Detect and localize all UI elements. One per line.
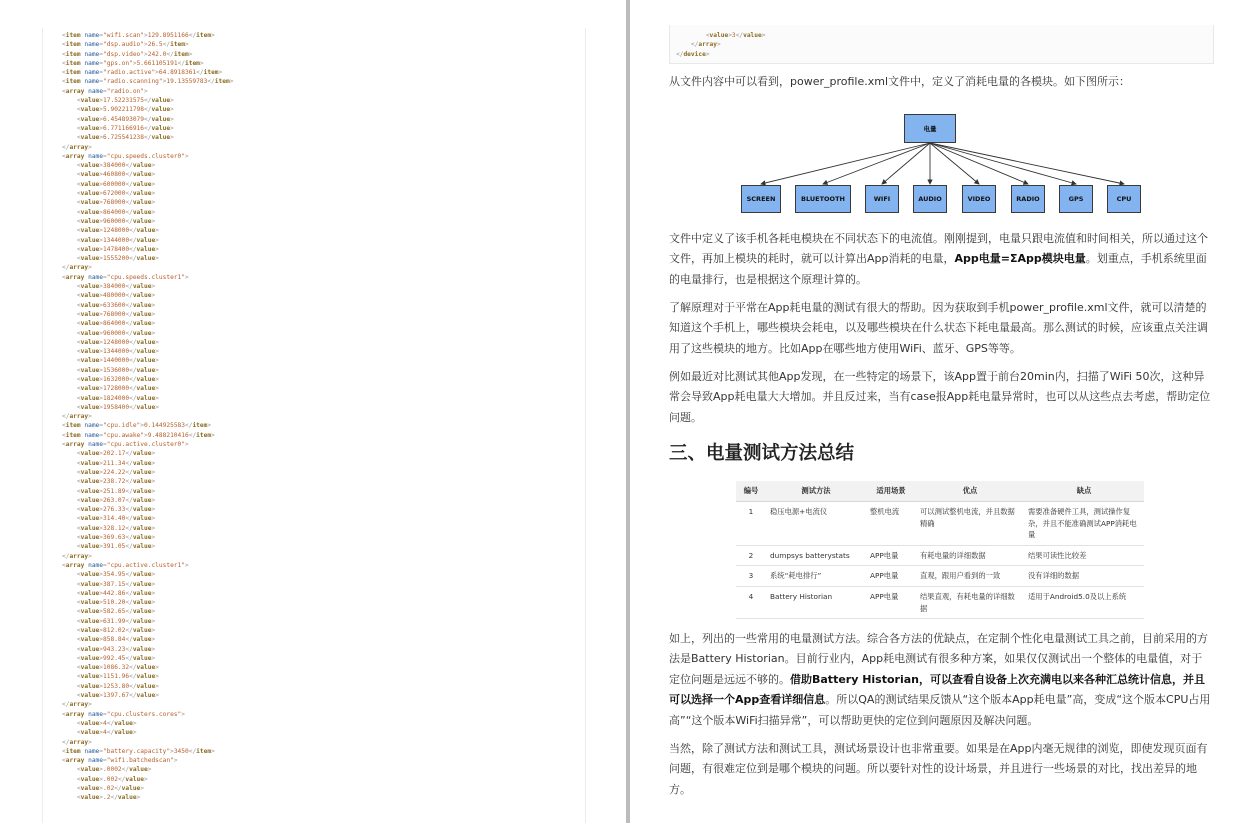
code-line: <value>1958400</value>	[76, 403, 159, 411]
code-line: <value>276.33</value>	[76, 506, 156, 514]
code-line: <item name="dsp.video">242.0</item>	[62, 50, 193, 58]
diagram-arrow-bluetooth	[823, 143, 930, 184]
code-block-tail-text	[676, 31, 765, 59]
paragraph-summary	[669, 629, 1213, 731]
table-cell: 结果可读性比较差	[1024, 545, 1144, 566]
table-cell: 适用于Android5.0及以上系统	[1024, 586, 1144, 618]
code-line: <value>328.12</value>	[76, 524, 156, 532]
code-line: <item name="cpu.idle">0.144925583</item>	[62, 422, 212, 430]
code-line: <array name="cpu.active.cluster0">	[62, 441, 189, 449]
table-row	[736, 566, 1144, 587]
code-line: <item name="dsp.audio">26.5</item>	[62, 41, 189, 49]
table-row	[736, 502, 1144, 546]
table-cell: 2	[736, 545, 766, 566]
table-cell: 系统“耗电排行”	[766, 566, 866, 587]
code-line: <item name="wifi.scan">129.8951166</item>	[62, 32, 215, 39]
table-cell: dumpsys batterystats	[766, 545, 866, 566]
paragraph-principle-text-a: 文件中定义了该手机各耗电模块在不同状态下的电流值。刚刚提到，电量只跟电流值和时间相关，所以通过这个文件，再加上模块的耗时，就可以计算出App消耗的电量，	[669, 232, 1208, 266]
table-cell: 稳压电源+电流仪	[766, 502, 866, 546]
code-line: <value>672000</value>	[76, 190, 156, 198]
code-line: <value>1086.32</value>	[76, 664, 159, 672]
code-line: <value>864000</value>	[76, 208, 156, 216]
code-line: <value>1824000</value>	[76, 394, 159, 402]
table-header-cell: 优点	[916, 481, 1024, 502]
code-line: <value>943.23</value>	[76, 645, 156, 653]
code-line: </array>	[690, 41, 721, 49]
code-line: <array name="cpu.active.cluster1">	[62, 561, 189, 569]
paragraph-principle-text-b: 。划重点，手机系统里面的电量排行，也是根据这个原理计算的。	[669, 252, 1207, 286]
code-line: <value>510.20</value>	[76, 599, 156, 607]
code-line: <value>17.52231575</value>	[76, 97, 174, 105]
code-line: <value>1344000</value>	[76, 236, 159, 244]
paragraph-principle-bold: App电量=ΣApp模块电量	[954, 252, 1086, 266]
code-line: <value>202.17</value>	[76, 450, 156, 458]
table-cell: Battery Historian	[766, 586, 866, 618]
diagram-node-video: VIDEO	[962, 185, 996, 213]
code-line: <value>1151.96</value>	[76, 673, 159, 681]
code-line: <value>238.72</value>	[76, 478, 156, 486]
diagram-arrow-gps	[930, 143, 1076, 184]
table-cell: 没有详细的数据	[1024, 566, 1144, 587]
code-line: </array>	[62, 552, 92, 560]
code-line: <value>.002</value>	[76, 775, 148, 783]
code-line: <value>1344000</value>	[76, 348, 159, 356]
diagram-arrow-screen	[761, 143, 930, 184]
code-line: </array>	[62, 413, 92, 421]
table-header-cell: 测试方法	[766, 481, 866, 502]
paragraph-summary-bold: 借助Battery Historian，可以查看自设备上次充满电以来各种汇总统计信息，并且可以选择一个App查看详细信息	[669, 672, 1205, 707]
code-line: <value>384000</value>	[76, 162, 156, 170]
diagram-arrow-video	[930, 143, 979, 184]
table-cell: APP电量	[866, 566, 916, 587]
code-line: <value>6.771166916</value>	[76, 124, 174, 132]
table-cell: 有耗电量的详细数据	[916, 545, 1024, 566]
code-line: </array>	[62, 143, 92, 151]
code-line: <value>460800</value>	[76, 171, 156, 179]
code-line: <value>263.07</value>	[76, 496, 156, 504]
code-line: <value>.2</value>	[76, 794, 141, 802]
code-line: <value>1440000</value>	[76, 357, 159, 365]
diagram-node-wifi: WIFI	[865, 185, 899, 213]
code-line: <value>354.95</value>	[76, 571, 156, 579]
code-line: <array name="cpu.clusters.cores">	[62, 710, 185, 718]
code-line: <item name="radio.active">64.8918361</item>	[62, 69, 223, 77]
code-line: <value>391.05</value>	[76, 543, 156, 551]
code-line: <value>4</value>	[76, 719, 137, 727]
code-line: <value>.02</value>	[76, 785, 145, 793]
intro-paragraph: 从文件内容中可以看到，power_profile.xml文件中，定义了消耗电量的各模块。如下图所示：	[669, 75, 1131, 88]
code-line: <value>480000</value>	[76, 292, 156, 300]
paragraph-scenarios: 当然，除了测试方法和测试工具，测试场景设计也非常重要。如果是在App内毫无规律的浏览，即使发现页面有问题，有很难定位到是哪个模块的问题。所以要针对性的设计场景，并且进行一些场景的对比，找出差异的地方。	[669, 742, 1208, 796]
code-line: <value>992.45</value>	[76, 654, 156, 662]
table-cell: APP电量	[866, 586, 916, 618]
code-line: </array>	[62, 264, 92, 272]
code-line: <value>768000</value>	[76, 310, 156, 318]
code-line: <value>224.22</value>	[76, 468, 156, 476]
code-line: <value>1248000</value>	[76, 227, 159, 235]
code-line: <value>384000</value>	[76, 283, 156, 291]
code-line: <value>1478400</value>	[76, 245, 159, 253]
table-cell: 3	[736, 566, 766, 587]
table-header-cell: 适用场景	[866, 481, 916, 502]
code-line: <array name="cpu.speeds.cluster0">	[62, 152, 189, 160]
code-line: <value>864000</value>	[76, 320, 156, 328]
table-cell: 4	[736, 586, 766, 618]
table-cell: 直观，跟用户看到的一致	[916, 566, 1024, 587]
diagram-arrow-cpu	[930, 143, 1124, 184]
code-line: <value>251.89</value>	[76, 487, 156, 495]
diagram-node-bluetooth: BLUETOOTH	[795, 185, 851, 213]
code-line: <value>1397.67</value>	[76, 692, 159, 700]
method-comparison-table	[736, 481, 1144, 619]
power-profile-code-block	[62, 31, 233, 803]
code-line: <value>631.99</value>	[76, 617, 156, 625]
code-line: <item name="radio.scanning">19.13559783</item>	[62, 78, 234, 86]
table-cell: 1	[736, 502, 766, 546]
code-line: <array name="cpu.speeds.cluster1">	[62, 273, 189, 281]
code-line: <value>3</value>	[705, 32, 766, 39]
paragraph-summary-text-a: 如上，列出的一些常用的电量测试方法。综合各方法的优缺点，在定制个性化电量测试工具之前，目前采用的方法是Battery Historian。目前行业内，App耗电测试有很多种方案，如果仅仅测试出一个整体的电量值，对于定位问题是远远不够的。	[669, 632, 1208, 686]
code-line: <item name="battery.capacity">3450</item>	[62, 747, 215, 755]
diagram-root-node: 电量	[904, 114, 956, 143]
code-line: </array>	[62, 738, 92, 746]
section-heading: 三、电量测试方法总结	[669, 443, 855, 464]
code-line: <value>1632000</value>	[76, 375, 159, 383]
table-header-cell: 编号	[736, 481, 766, 502]
table-cell: 结果直观，有耗电量的详细数据	[916, 586, 1024, 618]
table-cell: APP电量	[866, 545, 916, 566]
code-line: <value>5.902211798</value>	[76, 106, 174, 114]
code-line: </array>	[62, 701, 92, 709]
table-header-row	[736, 481, 1144, 502]
code-line: <value>387.15</value>	[76, 580, 156, 588]
code-line: <value>442.86</value>	[76, 589, 156, 597]
paragraph-example: 例如最近对比测试其他App发现，在一些特定的场景下，该App置于前台20min内，扫描了WiFi 50次，这种异常会导致App耗电量大大增加。并且反过来，当有case报App耗电量异常时，也可以从这些点去考虑，帮助定位问题。	[669, 370, 1211, 424]
diagram-node-radio: RADIO	[1011, 185, 1045, 213]
code-line: <item name="cpu.awake">9.488210416</item>	[62, 431, 215, 439]
code-line: </device>	[676, 50, 710, 58]
table-cell: 可以测试整机电流，并且数据精确	[916, 502, 1024, 546]
diagram-node-gps: GPS	[1059, 185, 1093, 213]
code-line: <item name="gps.on">5.661105191</item>	[62, 59, 204, 67]
code-line: <value>600000</value>	[76, 180, 156, 188]
code-line: <value>4</value>	[76, 729, 137, 737]
code-line: <value>.0002</value>	[76, 766, 152, 774]
code-line: <value>858.84</value>	[76, 636, 156, 644]
diagram-node-audio: AUDIO	[913, 185, 947, 213]
code-line: <value>1555200</value>	[76, 255, 159, 263]
code-line: <value>6.725541238</value>	[76, 134, 174, 142]
code-line: <value>812.02</value>	[76, 627, 156, 634]
code-line: <value>369.63</value>	[76, 534, 156, 542]
code-line: <value>582.65</value>	[76, 608, 156, 616]
code-line: <value>1248000</value>	[76, 338, 159, 346]
table-cell: 需要准备硬件工具，测试操作复杂，并且不能准确测试APP消耗电量	[1024, 502, 1144, 546]
code-line: <value>314.40</value>	[76, 515, 156, 523]
code-line: <array name="radio.on">	[62, 87, 148, 95]
code-block-tail	[669, 25, 1214, 64]
code-line: <value>960000</value>	[76, 329, 156, 337]
paragraph-principle	[669, 229, 1213, 290]
code-line: <value>960000</value>	[76, 217, 156, 225]
code-line: <value>768000</value>	[76, 199, 156, 207]
diagram-node-cpu: CPU	[1107, 185, 1141, 213]
diagram-node-screen: SCREEN	[741, 185, 781, 213]
code-line: <value>1253.80</value>	[76, 682, 159, 690]
code-line: <value>6.454893079</value>	[76, 115, 174, 123]
table-header-cell: 缺点	[1024, 481, 1144, 502]
code-line: <value>633600</value>	[76, 301, 156, 309]
code-line: <array name="wifi.batchedscan">	[62, 757, 178, 765]
diagram-arrow-radio	[930, 143, 1028, 184]
paragraph-summary-text-b: 。所以QA的测试结果反馈从“这个版本App耗电量”高，变成“这个版本CPU占用高”“这个版本WiFi扫描异常”，可以帮助更快的定位到问题原因及解决问题。	[669, 693, 1211, 727]
code-line: <value>211.34</value>	[76, 459, 156, 467]
table-cell: 整机电流	[866, 502, 916, 546]
code-line: <value>1728000</value>	[76, 385, 159, 393]
code-line: <value>1536000</value>	[76, 366, 159, 374]
paragraph-understanding: 了解原理对于平常在App耗电量的测试有很大的帮助。因为获取到手机power_profile.xml文件，就可以清楚的知道这个手机上，哪些模块会耗电，以及哪些模块在什么状态下耗电量最高。那么测试的时候，应该重点关注调用了这些模块的地方。比如App在哪些地方使用WiFi、蓝牙、GPS等等。	[669, 301, 1208, 355]
table-row	[736, 586, 1144, 618]
table-row	[736, 545, 1144, 566]
